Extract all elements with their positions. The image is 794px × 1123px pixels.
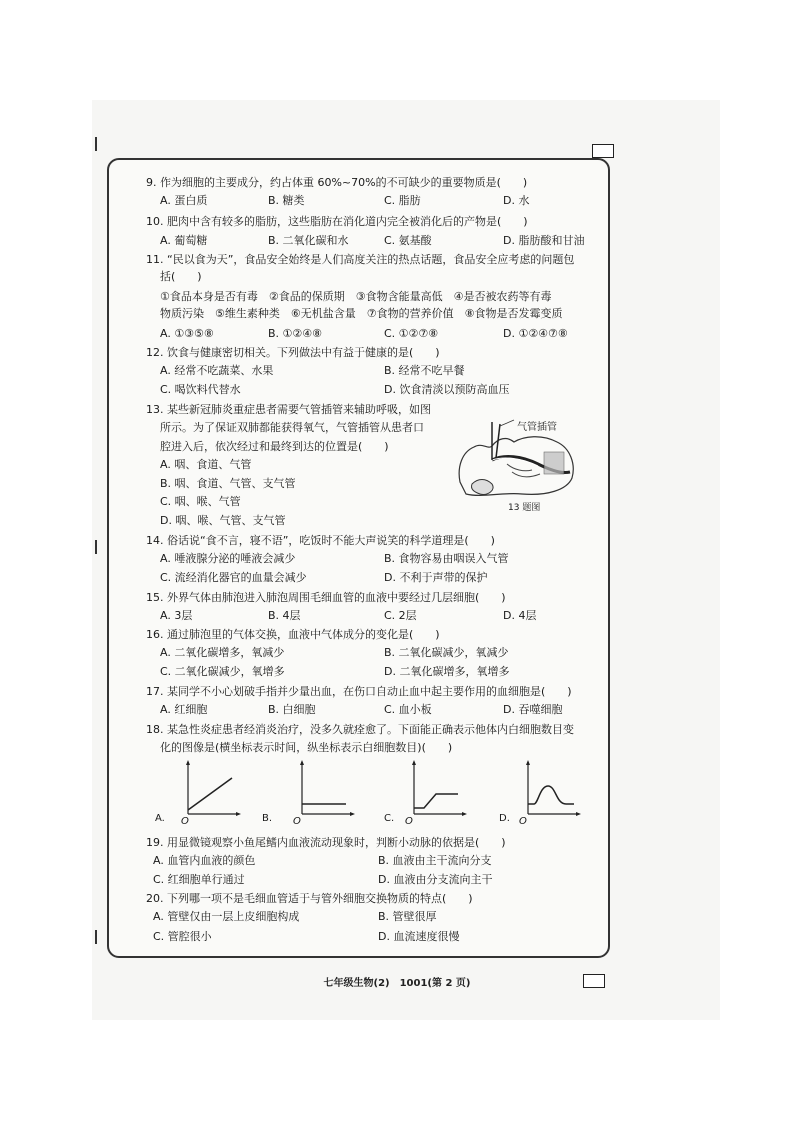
q17-option-a: A. 红细胞 [160,703,208,716]
question-19: 19. 用显微镜观察小鱼尾鳍内血液流动现象时，判断小动脉的依据是( ) [146,836,506,849]
q20-option-c: C. 管腔很小 [153,930,212,943]
graph-b-origin: O [293,816,301,827]
q9-option-c: C. 脂肪 [384,194,421,207]
q19-option-a: A. 血管内血液的颜色 [153,854,256,867]
figure13-caption: 13 题图 [508,503,541,513]
q13-option-c: C. 咽、喉、气管 [160,495,241,508]
q20-option-a: A. 管壁仅由一层上皮细胞构成 [153,910,300,923]
question-18: 18. 某急性炎症患者经消炎治疗，没多久就痊愈了。下面能正确表示他体内白细胞数目变 [146,723,574,736]
q18-option-b: B. [262,813,273,824]
graph-a-origin: O [181,816,189,827]
q14-option-d: D. 不利于声带的保护 [384,571,488,584]
q16-option-d: D. 二氧化碳增多，氧增多 [384,665,510,678]
q10-option-c: C. 氨基酸 [384,234,432,247]
q13-option-d: D. 咽、喉、气管、支气管 [160,514,286,527]
graph-c [412,760,468,816]
q17-option-d: D. 吞噬细胞 [503,703,563,716]
q12-option-c: C. 喝饮料代替水 [160,383,241,396]
q10-option-d: D. 脂肪酸和甘油 [503,234,585,247]
q16-option-a: A. 二氧化碳增多，氧减少 [160,646,285,659]
q19-option-b: B. 血液由主干流向分支 [378,854,492,867]
question-13: 13. 某些新冠肺炎重症患者需要气管插管来辅助呼吸，如图 [146,403,431,416]
q20-option-b: B. 管壁很厚 [378,910,437,923]
graph-a [186,760,242,816]
graph-c-origin: O [405,816,413,827]
question-13-line2: 所示。为了保证双肺都能获得氧气，气管插管从患者口 [160,421,424,434]
edge-mark [95,540,97,554]
q17-option-c: C. 血小板 [384,703,432,716]
question-14: 14. 俗话说“食不言，寝不语”，吃饭时不能大声说笑的科学道理是( ) [146,534,495,547]
q15-option-a: A. 3层 [160,609,193,622]
page-footer: 七年级生物(2) 1001(第 2 页) [323,978,471,989]
q18-option-c: C. [384,813,395,824]
q12-option-a: A. 经常不吃蔬菜、水果 [160,364,274,377]
question-15: 15. 外界气体由肺泡进入肺泡周围毛细血管的血液中要经过几层细胞( ) [146,591,506,604]
q20-option-d: D. 血流速度很慢 [378,930,460,943]
question-12: 12. 饮食与健康密切相关。下列做法中有益于健康的是( ) [146,346,440,359]
question-11-line2: 括( ) [160,270,202,283]
edge-mark [95,930,97,944]
q14-option-a: A. 唾液腺分泌的唾液会减少 [160,552,296,565]
q13-option-a: A. 咽、食道、气管 [160,458,252,471]
q15-option-c: C. 2层 [384,609,417,622]
figure13-label: 气管插管 [517,422,557,433]
question-10: 10. 肥肉中含有较多的脂肪，这些脂肪在消化道内完全被消化后的产物是( ) [146,215,528,228]
q17-option-b: B. 白细胞 [268,703,316,716]
q14-option-c: C. 流经消化器官的血量会减少 [160,571,307,584]
q9-option-a: A. 蛋白质 [160,194,208,207]
question-20: 20. 下列哪一项不是毛细血管适于与管外细胞交换物质的特点( ) [146,892,473,905]
q12-option-d: D. 饮食清淡以预防高血压 [384,383,510,396]
q11-option-a: A. ①③⑤⑧ [160,327,214,340]
question-11-line4: 物质污染 ⑤维生素种类 ⑥无机盐含量 ⑦食物的营养价值 ⑧食物是否发霉变质 [160,307,563,320]
q9-option-d: D. 水 [503,194,530,207]
question-11-line3: ①食品本身是否有毒 ②食品的保质期 ③食物含能量高低 ④是否被农药等有毒 [160,290,552,303]
q19-option-d: D. 血液由分支流向主干 [378,873,493,886]
question-18-line2: 化的图像是(横坐标表示时间，纵坐标表示白细胞数目)( ) [160,741,453,754]
q10-option-b: B. 二氧化碳和水 [268,234,349,247]
q18-option-d: D. [499,813,510,824]
q9-option-b: B. 糖类 [268,194,305,207]
graph-d-origin: O [519,816,527,827]
q18-option-a: A. [155,813,165,824]
question-16: 16. 通过肺泡里的气体交换，血液中气体成分的变化是( ) [146,628,440,641]
corner-marker-top [592,144,614,158]
graph-d [526,760,582,816]
q12-option-b: B. 经常不吃早餐 [384,364,465,377]
q11-option-c: C. ①②⑦⑧ [384,327,439,340]
q11-option-b: B. ①②④⑧ [268,327,322,340]
question-13-line3: 腔进入后，依次经过和最终到达的位置是( ) [160,440,389,453]
q15-option-b: B. 4层 [268,609,301,622]
q10-option-a: A. 葡萄糖 [160,234,208,247]
q19-option-c: C. 红细胞单行通过 [153,873,245,886]
graph-b [300,760,356,816]
q15-option-d: D. 4层 [503,609,537,622]
q11-option-d: D. ①②④⑦⑧ [503,327,568,340]
q13-option-b: B. 咽、食道、气管、支气管 [160,477,296,490]
question-9: 9. 作为细胞的主要成分，约占体重 60%~70%的不可缺少的重要物质是( ) [146,176,528,189]
question-11: 11. “民以食为天”，食品安全始终是人们高度关注的热点话题，食品安全应考虑的问题包 [146,253,575,266]
edge-mark [95,137,97,151]
q14-option-b: B. 食物容易由咽误入气管 [384,552,509,565]
q16-option-b: B. 二氧化碳减少，氧减少 [384,646,509,659]
q16-option-c: C. 二氧化碳减少，氧增多 [160,665,285,678]
question-17: 17. 某同学不小心划破手指并少量出血，在伤口自动止血中起主要作用的血细胞是( ) [146,685,572,698]
